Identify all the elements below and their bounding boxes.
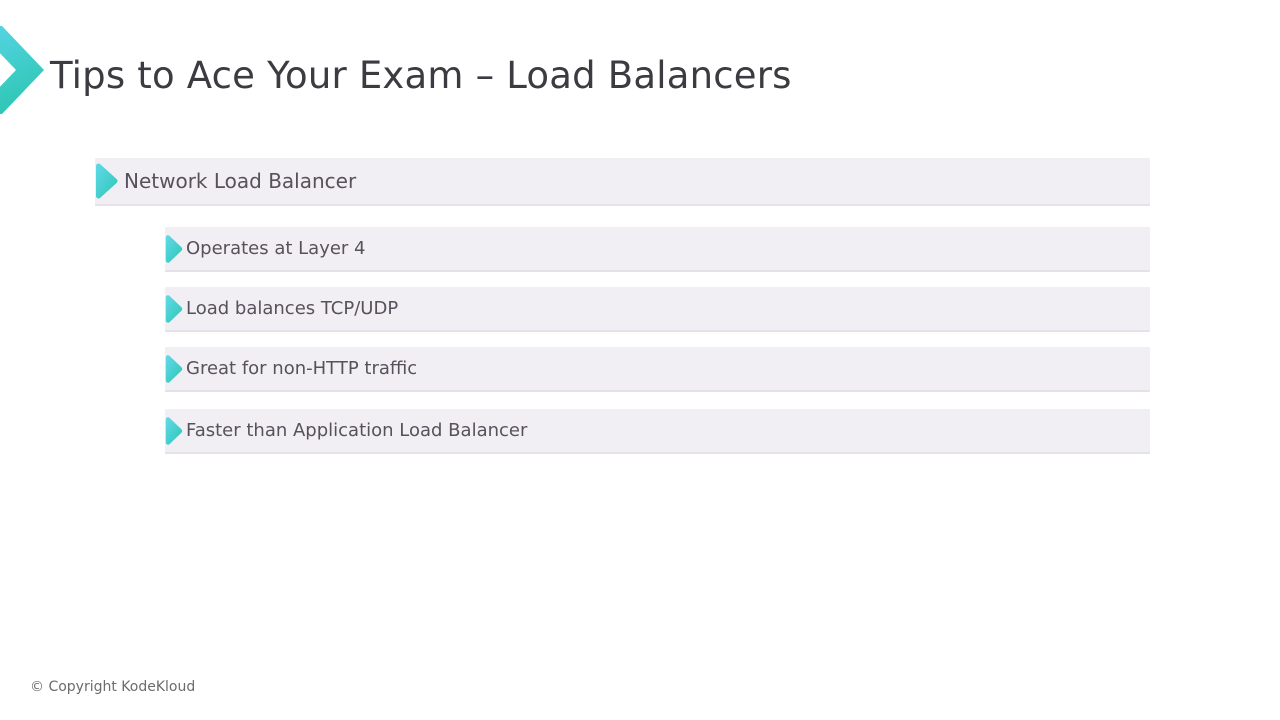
list-item-label: Faster than Application Load Balancer bbox=[186, 420, 528, 441]
list-item-label: Network Load Balancer bbox=[124, 169, 357, 193]
list-item-faster-than-alb bbox=[165, 409, 1150, 454]
list-item-great-for-non-http-traffic bbox=[165, 347, 1150, 392]
list-item-label: Great for non-HTTP traffic bbox=[186, 358, 418, 379]
list-item-network-load-balancer bbox=[95, 158, 1150, 206]
play-triangle-icon bbox=[164, 293, 184, 324]
play-triangle-icon bbox=[164, 233, 184, 264]
kodekloud-chevron-icon bbox=[0, 26, 44, 114]
play-triangle-icon bbox=[94, 162, 119, 200]
page-title: Tips to Ace Your Exam – Load Balancers bbox=[50, 54, 792, 97]
list-item-load-balances-tcp-udp bbox=[165, 287, 1150, 332]
list-item-label: Operates at Layer 4 bbox=[186, 238, 366, 259]
list-item-operates-at-layer-4 bbox=[165, 227, 1150, 272]
play-triangle-icon bbox=[164, 353, 184, 384]
play-triangle-icon bbox=[164, 415, 184, 446]
list-item-label: Load balances TCP/UDP bbox=[186, 298, 399, 319]
copyright-text: © Copyright KodeKloud bbox=[30, 679, 196, 695]
